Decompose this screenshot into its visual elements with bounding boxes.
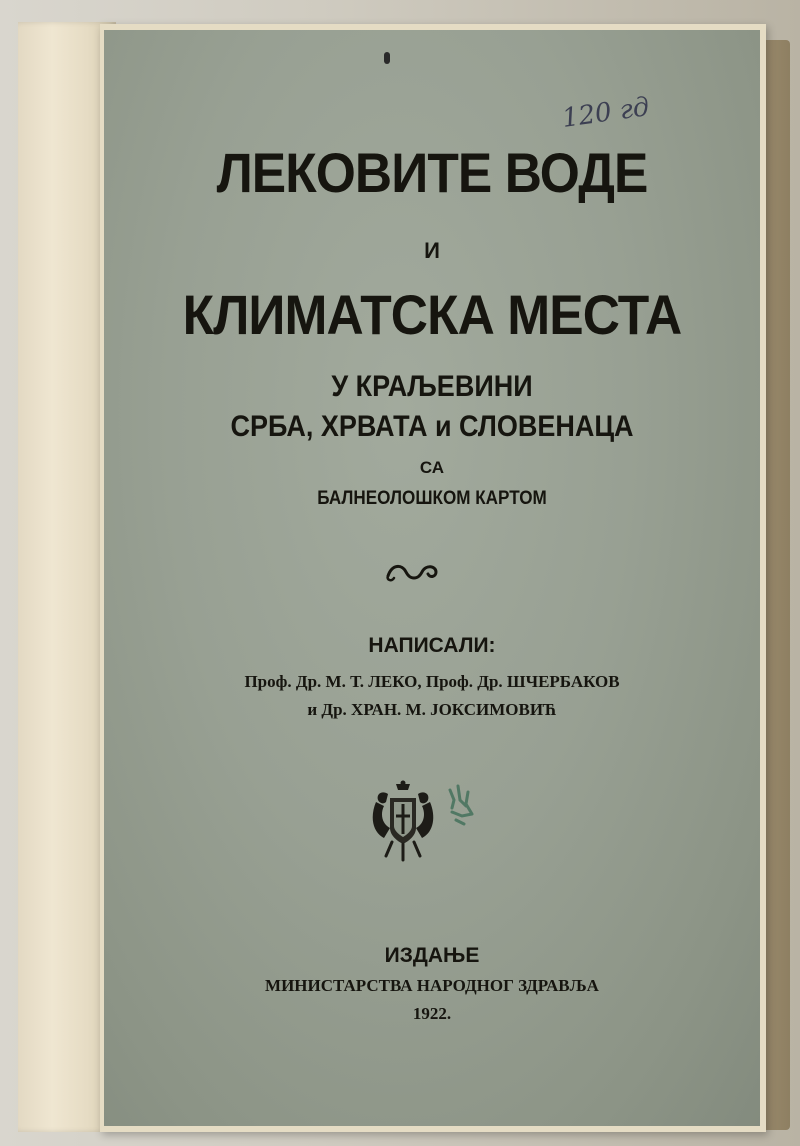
publisher-line-1: ИЗДАЊЕ (384, 944, 480, 967)
title-line-1: ЛЕКОВИТЕ ВОДЕ (216, 141, 648, 204)
authors-heading: НАПИСАЛИ: (368, 634, 496, 657)
handwritten-note: 120 гд (560, 92, 652, 134)
swirl-ornament-icon (384, 560, 440, 584)
ink-spot (384, 52, 390, 64)
title-line-2: КЛИМАТСКА МЕСТА (182, 283, 682, 346)
authors-line-1: Проф. Др. М. Т. ЛЕКО, Проф. Др. ШЧЕРБАКОВ (244, 672, 620, 691)
subtitle-line-3: СА (419, 458, 445, 477)
publisher-line-2: МИНИСТАРСТВА НАРОДНОГ ЗДРАВЉА (265, 976, 599, 995)
subtitle-line-2: СРБА, ХРВАТА и СЛОВЕНАЦА (230, 410, 634, 443)
subtitle-line-1: У КРАЉЕВИНИ (331, 370, 533, 403)
authors-line-2: и Др. ХРАН. М. ЈОКСИМОВИЋ (307, 700, 557, 719)
book-cover (100, 24, 766, 1132)
double-headed-eagle-coat-of-arms-icon (370, 780, 436, 862)
publication-year: 1922. (412, 1004, 452, 1023)
green-ink-stamp-icon (444, 782, 480, 828)
subtitle-line-4: БАЛНЕОЛОШКОМ КАРТОМ (317, 488, 547, 509)
title-connector: И (424, 238, 440, 263)
